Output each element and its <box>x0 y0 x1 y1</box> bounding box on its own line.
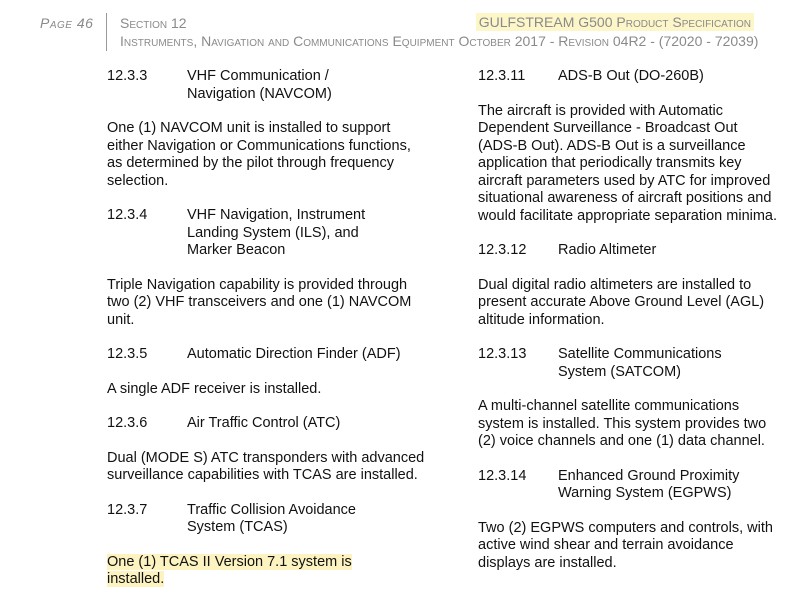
page-number: Page 46 <box>40 15 94 31</box>
item-title: Radio Altimeter <box>558 242 657 258</box>
item-title: VHF Navigation, Instrument Landing System (ILS), and Marker Beacon <box>187 207 366 258</box>
item-title: Automatic Direction Finder (ADF) <box>187 346 401 362</box>
section-label: Section 12 <box>120 15 187 31</box>
spec-item-12-3-11 <box>478 68 778 225</box>
item-number: 12.3.5 <box>107 346 148 362</box>
spec-item-12-3-13 <box>478 346 778 451</box>
item-body: Two (2) EGPWS computers and controls, with active wind shear and terrain avoidance displays are installed. <box>478 519 773 571</box>
item-body: A single ADF receiver is installed. <box>107 380 322 397</box>
spec-item-12-3-5 <box>107 346 427 398</box>
item-number: 12.3.3 <box>107 68 148 84</box>
item-title: Air Traffic Control (ATC) <box>187 415 341 431</box>
item-body: A multi-channel satellite communications system is installed. This system provides two (2) voice channels and one (1) data channel. <box>478 398 767 449</box>
item-title: Satellite Communications System (SATCOM) <box>558 346 722 380</box>
section-subtitle: Instruments, Navigation and Communications Equipment October 2017 - Revision 04R2 - (72020 - 72039) <box>120 33 759 49</box>
item-number: 12.3.6 <box>107 415 148 431</box>
right-column <box>478 68 778 589</box>
item-number: 12.3.4 <box>107 207 148 223</box>
item-number: 12.3.11 <box>478 68 526 84</box>
spec-item-12-3-12 <box>478 242 778 329</box>
item-body-highlighted <box>107 554 369 589</box>
item-body: The aircraft is provided with Automatic Dependent Surveillance - Broadcast Out (ADS-B Out). ADS-B Out is a surveillance application that periodically transmits key aircraft parameters used by ATC for improved situational awareness of aircraft positions and would facilitate appropriate separation minima. <box>478 102 778 224</box>
left-column <box>107 68 427 606</box>
header-divider <box>106 13 107 51</box>
spec-item-12-3-14 <box>478 468 778 573</box>
item-number: 12.3.12 <box>478 242 527 258</box>
item-number: 12.3.7 <box>107 501 148 518</box>
item-body: One (1) NAVCOM unit is installed to support either Navigation or Communications functions, as determined by the pilot through frequency selection. <box>107 120 411 189</box>
item-body: Triple Navigation capability is provided through two (2) VHF transceivers and one (1) NAVCOM unit. <box>107 276 412 328</box>
item-title: Traffic Collision Avoidance System (TCAS) <box>187 501 356 535</box>
spec-item-12-3-3 <box>107 68 427 190</box>
item-body: Dual digital radio altimeters are installed to present accurate Above Ground Level (AGL) altitude information. <box>478 276 765 328</box>
item-body: Dual (MODE S) ATC transponders with advanced surveillance capabilities with TCAS are installed. <box>107 449 425 483</box>
product-title: GULFSTREAM G500 Product Specification <box>476 13 754 31</box>
item-title: ADS-B Out (DO-260B) <box>558 68 704 84</box>
spec-item-12-3-6 <box>107 415 427 485</box>
item-number: 12.3.14 <box>478 467 527 484</box>
spec-item-12-3-7 <box>107 502 427 589</box>
spec-item-12-3-4 <box>107 207 427 329</box>
item-title: VHF Communication / Navigation (NAVCOM) <box>187 68 332 102</box>
page-header <box>0 0 798 60</box>
item-number: 12.3.13 <box>478 346 527 362</box>
highlighted-text: One (1) TCAS II Version 7.1 system is installed. <box>107 553 352 587</box>
item-title: Enhanced Ground Proximity Warning System (EGPWS) <box>558 467 740 501</box>
